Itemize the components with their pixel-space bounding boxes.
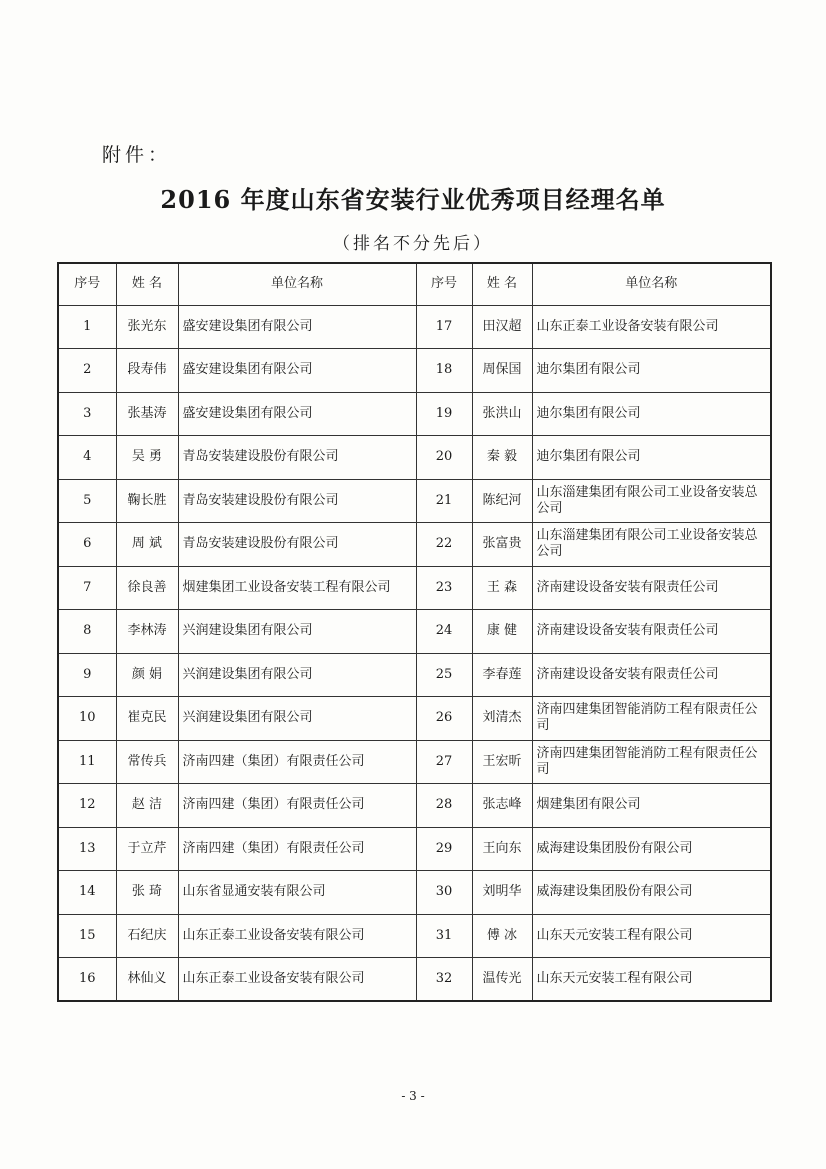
row-number: 17 — [416, 305, 472, 349]
row-number: 12 — [58, 784, 116, 828]
table-row — [58, 349, 771, 393]
row-number: 4 — [58, 436, 116, 480]
row-number: 13 — [58, 827, 116, 871]
company-name: 青岛安装建设股份有限公司 — [178, 436, 416, 480]
person-name: 傅 冰 — [472, 914, 532, 958]
person-name: 李春莲 — [472, 653, 532, 697]
company-name: 威海建设集团股份有限公司 — [532, 871, 771, 915]
company-name: 烟建集团工业设备安装工程有限公司 — [178, 566, 416, 610]
person-name: 王向东 — [472, 827, 532, 871]
row-number: 21 — [416, 479, 472, 523]
company-name: 兴润建设集团有限公司 — [178, 610, 416, 654]
person-name: 于立芹 — [116, 827, 178, 871]
row-number: 2 — [58, 349, 116, 393]
row-number: 9 — [58, 653, 116, 697]
person-name: 张光东 — [116, 305, 178, 349]
table-row — [58, 958, 771, 1002]
table-row — [58, 479, 771, 523]
person-name: 田汉超 — [472, 305, 532, 349]
header-unit: 单位名称 — [178, 263, 416, 305]
row-number: 15 — [58, 914, 116, 958]
table-row — [58, 305, 771, 349]
row-number: 20 — [416, 436, 472, 480]
person-name: 张洪山 — [472, 392, 532, 436]
table-row — [58, 740, 771, 784]
row-number: 23 — [416, 566, 472, 610]
header-num: 序号 — [416, 263, 472, 305]
company-name: 青岛安装建设股份有限公司 — [178, 523, 416, 567]
row-number: 24 — [416, 610, 472, 654]
row-number: 26 — [416, 697, 472, 741]
company-name: 山东天元安装工程有限公司 — [532, 958, 771, 1002]
company-name: 山东正泰工业设备安装有限公司 — [532, 305, 771, 349]
person-name: 颜 娟 — [116, 653, 178, 697]
company-name: 济南建设设备安装有限责任公司 — [532, 610, 771, 654]
person-name: 张志峰 — [472, 784, 532, 828]
row-number: 1 — [58, 305, 116, 349]
person-name: 崔克民 — [116, 697, 178, 741]
company-name: 济南四建（集团）有限责任公司 — [178, 740, 416, 784]
company-name: 济南四建集团智能消防工程有限责任公司 — [532, 697, 771, 741]
company-name: 济南四建（集团）有限责任公司 — [178, 827, 416, 871]
company-name: 济南四建集团智能消防工程有限责任公司 — [532, 740, 771, 784]
row-number: 19 — [416, 392, 472, 436]
row-number: 25 — [416, 653, 472, 697]
company-name: 兴润建设集团有限公司 — [178, 697, 416, 741]
page-subtitle: （排名不分先后） — [333, 234, 493, 254]
company-name: 兴润建设集团有限公司 — [178, 653, 416, 697]
company-name: 威海建设集团股份有限公司 — [532, 827, 771, 871]
table-row — [58, 392, 771, 436]
table-row — [58, 436, 771, 480]
company-name: 青岛安装建设股份有限公司 — [178, 479, 416, 523]
person-name: 李林涛 — [116, 610, 178, 654]
row-number: 30 — [416, 871, 472, 915]
company-name: 盛安建设集团有限公司 — [178, 392, 416, 436]
project-manager-table — [57, 262, 772, 1002]
row-number: 32 — [416, 958, 472, 1002]
row-number: 7 — [58, 566, 116, 610]
row-number: 10 — [58, 697, 116, 741]
person-name: 赵 洁 — [116, 784, 178, 828]
person-name: 温传光 — [472, 958, 532, 1002]
company-name: 济南建设设备安装有限责任公司 — [532, 566, 771, 610]
page-title: 2016 年度山东省安装行业优秀项目经理名单 — [160, 185, 666, 214]
table-row — [58, 914, 771, 958]
table-header-row — [58, 263, 771, 305]
header-name: 姓 名 — [116, 263, 178, 305]
person-name: 刘明华 — [472, 871, 532, 915]
table-row — [58, 653, 771, 697]
table-row — [58, 523, 771, 567]
table-row — [58, 871, 771, 915]
person-name: 刘清杰 — [472, 697, 532, 741]
header-unit: 单位名称 — [532, 263, 771, 305]
header-name: 姓 名 — [472, 263, 532, 305]
table-row — [58, 784, 771, 828]
row-number: 18 — [416, 349, 472, 393]
row-number: 8 — [58, 610, 116, 654]
person-name: 林仙义 — [116, 958, 178, 1002]
person-name: 徐良善 — [116, 566, 178, 610]
person-name: 常传兵 — [116, 740, 178, 784]
company-name: 盛安建设集团有限公司 — [178, 349, 416, 393]
row-number: 16 — [58, 958, 116, 1002]
person-name: 康 健 — [472, 610, 532, 654]
row-number: 29 — [416, 827, 472, 871]
header-num: 序号 — [58, 263, 116, 305]
row-number: 22 — [416, 523, 472, 567]
company-name: 烟建集团有限公司 — [532, 784, 771, 828]
row-number: 5 — [58, 479, 116, 523]
table-row — [58, 566, 771, 610]
person-name: 鞠长胜 — [116, 479, 178, 523]
person-name: 张 琦 — [116, 871, 178, 915]
company-name: 济南建设设备安装有限责任公司 — [532, 653, 771, 697]
company-name: 山东淄建集团有限公司工业设备安装总公司 — [532, 523, 771, 567]
person-name: 周保国 — [472, 349, 532, 393]
company-name: 迪尔集团有限公司 — [532, 349, 771, 393]
company-name: 山东正泰工业设备安装有限公司 — [178, 914, 416, 958]
person-name: 张基涛 — [116, 392, 178, 436]
company-name: 山东正泰工业设备安装有限公司 — [178, 958, 416, 1002]
row-number: 3 — [58, 392, 116, 436]
company-name: 迪尔集团有限公司 — [532, 436, 771, 480]
person-name: 张富贵 — [472, 523, 532, 567]
row-number: 28 — [416, 784, 472, 828]
person-name: 秦 毅 — [472, 436, 532, 480]
person-name: 石纪庆 — [116, 914, 178, 958]
table-row — [58, 697, 771, 741]
page-number: - 3 - — [401, 1089, 425, 1103]
row-number: 27 — [416, 740, 472, 784]
row-number: 6 — [58, 523, 116, 567]
row-number: 31 — [416, 914, 472, 958]
table-row — [58, 610, 771, 654]
person-name: 周 斌 — [116, 523, 178, 567]
row-number: 14 — [58, 871, 116, 915]
company-name: 济南四建（集团）有限责任公司 — [178, 784, 416, 828]
person-name: 王宏昕 — [472, 740, 532, 784]
company-name: 盛安建设集团有限公司 — [178, 305, 416, 349]
table-row — [58, 827, 771, 871]
company-name: 山东天元安装工程有限公司 — [532, 914, 771, 958]
person-name: 王 森 — [472, 566, 532, 610]
person-name: 陈纪河 — [472, 479, 532, 523]
attachment-label: 附件： — [102, 144, 172, 166]
person-name: 段寿伟 — [116, 349, 178, 393]
company-name: 迪尔集团有限公司 — [532, 392, 771, 436]
company-name: 山东淄建集团有限公司工业设备安装总公司 — [532, 479, 771, 523]
person-name: 吴 勇 — [116, 436, 178, 480]
row-number: 11 — [58, 740, 116, 784]
company-name: 山东省显通安装有限公司 — [178, 871, 416, 915]
